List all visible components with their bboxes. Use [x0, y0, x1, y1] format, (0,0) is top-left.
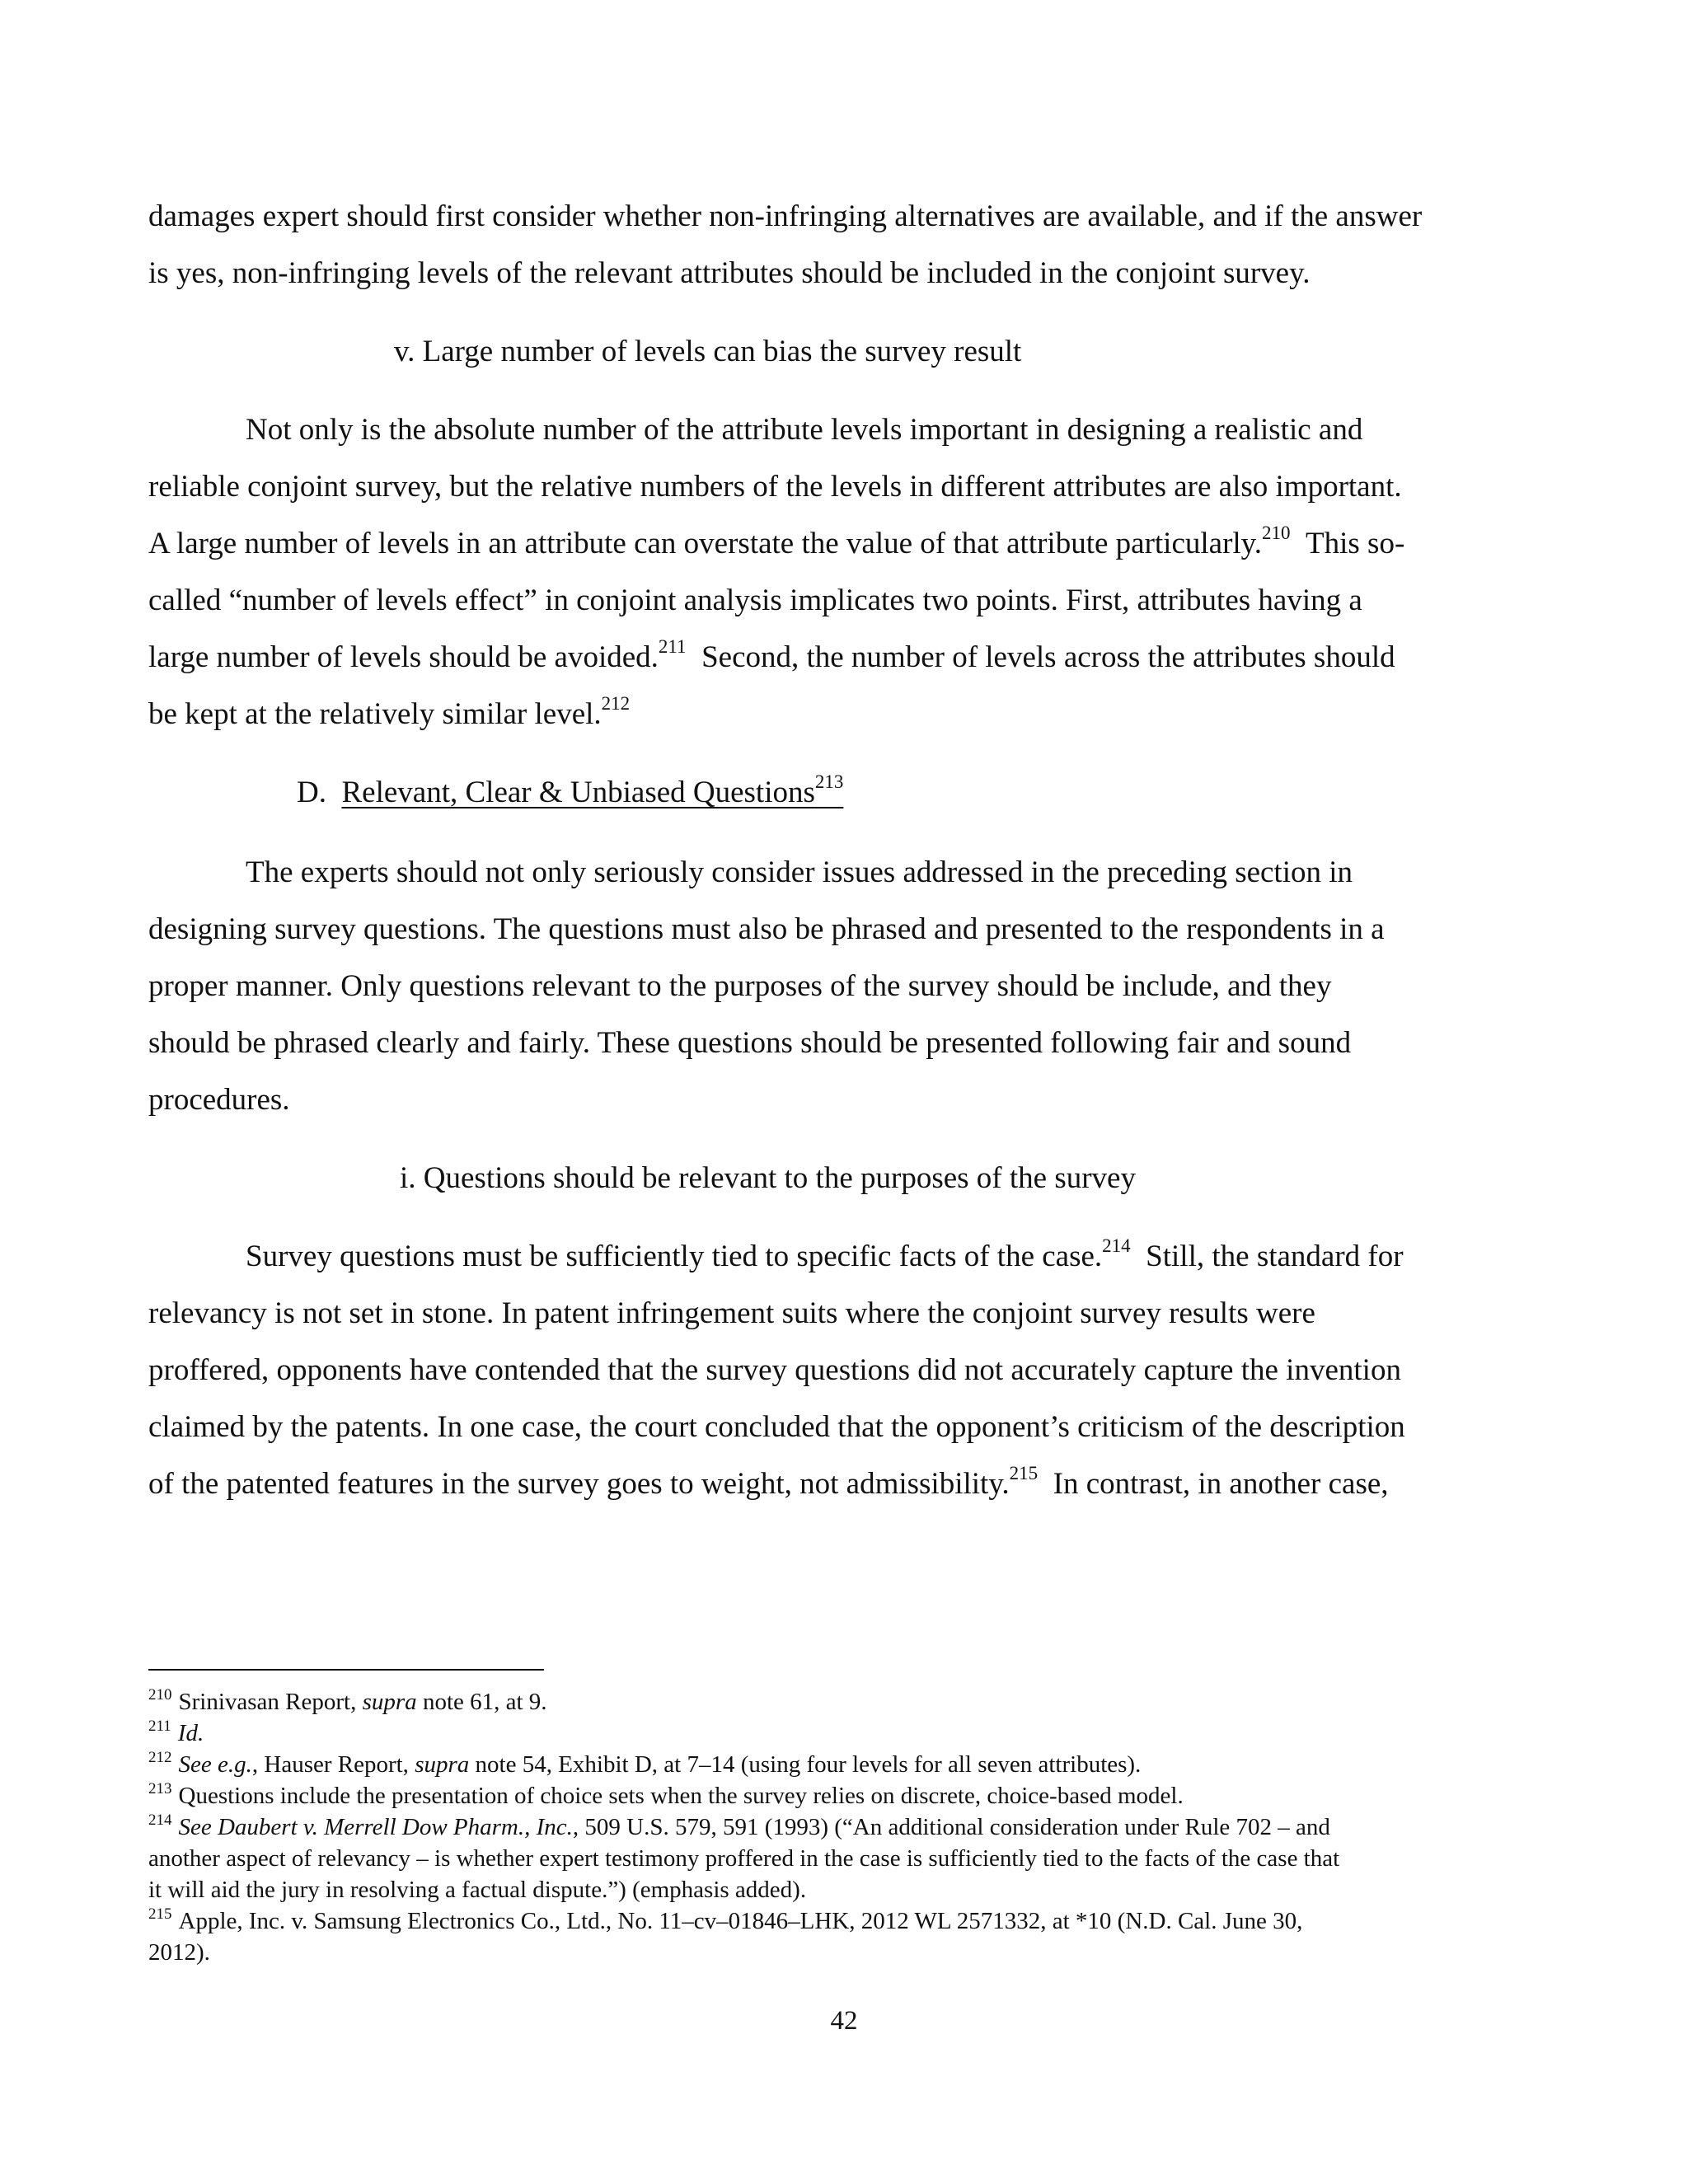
footnote-214: $^{214}$ See Daubert v. Merrell Dow Pharm., Inc., 509 U.S. 579, 591 (1993) (“An additional consideration under Rule 702 – and [148, 1811, 1330, 1840]
body-line: Not only is the absolute number of the attribute levels important in designing a realistic and [246, 413, 1363, 447]
body-line: is yes, non-infringing levels of the relevant attributes should be included in the conjoint survey. [148, 256, 1311, 290]
footnote-210: $^{210}$ Srinivasan Report, supra note 61, at 9. [148, 1686, 547, 1715]
footnote-number: 210 [148, 1686, 172, 1704]
body-line: called “number of levels effect” in conjoint analysis implicates two points. First, attributes having a [148, 583, 1362, 617]
footnote-ref-213[interactable]: 213 [814, 771, 844, 792]
footnote-ref-210[interactable]: 210 [1262, 522, 1291, 543]
body-line: The experts should not only seriously consider issues addressed in the preceding section in [246, 855, 1353, 889]
body-text: In contrast, in another case, [1053, 1467, 1389, 1501]
body-line [148, 1462, 1389, 1502]
footnote-ref-214[interactable]: 214 [1102, 1235, 1131, 1256]
body-text: Second, the number of levels across the attributes should [701, 640, 1395, 674]
footnote-211: $^{211}$ Id. [148, 1718, 204, 1746]
footnote-separator [148, 1669, 544, 1671]
body-line: relevancy is not set in stone. In patent infringement suits where the conjoint survey results were [148, 1296, 1315, 1330]
body-line: reliable conjoint survey, but the relative numbers of the levels in different attributes are also important. [148, 470, 1402, 504]
body-line: claimed by the patents. In one case, the court concluded that the opponent’s criticism of the description [148, 1410, 1405, 1444]
body-line [148, 692, 631, 733]
body-text: Still, the standard for [1146, 1240, 1404, 1273]
footnote-215-cont: 2012). [148, 1939, 210, 1966]
footnote-ref-211[interactable]: 211 [658, 635, 687, 657]
footnote-number: 214 [148, 1811, 172, 1829]
body-text: be kept at the relatively similar level. [148, 697, 602, 731]
body-line: procedures. [148, 1083, 290, 1117]
footnote-212: $^{212}$ See e.g., Hauser Report, supra note 54, Exhibit D, at 7–14 (using four levels for all seven attributes). [148, 1749, 1142, 1778]
body-text: large number of levels should be avoided. [148, 640, 659, 674]
section-heading-d [297, 771, 844, 811]
footnote-number: 211 [148, 1718, 171, 1735]
footnote-215: $^{215}$ Apple, Inc. v. Samsung Electronics Co., Ltd., No. 11–cv–01846–LHK, 2012 WL 2571332, at *10 (N.D. Cal. June 30, [148, 1905, 1303, 1934]
body-line: damages expert should first consider whether non-infringing alternatives are available, and if the answer [148, 199, 1423, 233]
subsection-heading-i: i. Questions should be relevant to the purposes of the survey [400, 1161, 1136, 1195]
body-line: proffered, opponents have contended that the survey questions did not accurately capture the invention [148, 1353, 1401, 1387]
footnote-ref-215[interactable]: 215 [1009, 1462, 1039, 1483]
body-text: This so- [1306, 527, 1405, 560]
body-line [148, 522, 1405, 562]
body-line: designing survey questions. The questions must also be phrased and presented to the respondents in a [148, 912, 1385, 946]
page-number: 42 [830, 2006, 858, 2036]
body-line [246, 1235, 1404, 1275]
body-line: proper manner. Only questions relevant to the purposes of the survey should be include, and they [148, 969, 1332, 1003]
footnote-number: 212 [148, 1749, 172, 1766]
body-text: of the patented features in the survey goes to weight, not admissibility. [148, 1467, 1010, 1501]
footnote-214-cont: another aspect of relevancy – is whether expert testimony proffered in the case is sufficiently tied to the facts of the case that [148, 1845, 1340, 1872]
body-text: A large number of levels in an attribute can overstate the value of that attribute particularly. [148, 527, 1263, 560]
body-line [148, 635, 1395, 676]
footnote-number: 215 [148, 1905, 172, 1923]
footnote-ref-212[interactable]: 212 [601, 692, 631, 714]
section-title: Relevant, Clear & Unbiased Questions$^{213}$ [341, 771, 844, 809]
section-label: D. [297, 776, 326, 809]
subsection-heading-v: v. Large number of levels can bias the survey result [394, 335, 1022, 368]
footnote-214-cont: it will aid the jury in resolving a factual dispute.”) (emphasis added). [148, 1877, 807, 1903]
body-text: Survey questions must be sufficiently tied to specific facts of the case. [246, 1240, 1103, 1273]
body-line: should be phrased clearly and fairly. These questions should be presented following fair and sound [148, 1026, 1352, 1060]
footnote-213: $^{213}$ Questions include the presentation of choice sets when the survey relies on discrete, choice-based model. [148, 1780, 1184, 1809]
footnote-number: 213 [148, 1780, 172, 1797]
